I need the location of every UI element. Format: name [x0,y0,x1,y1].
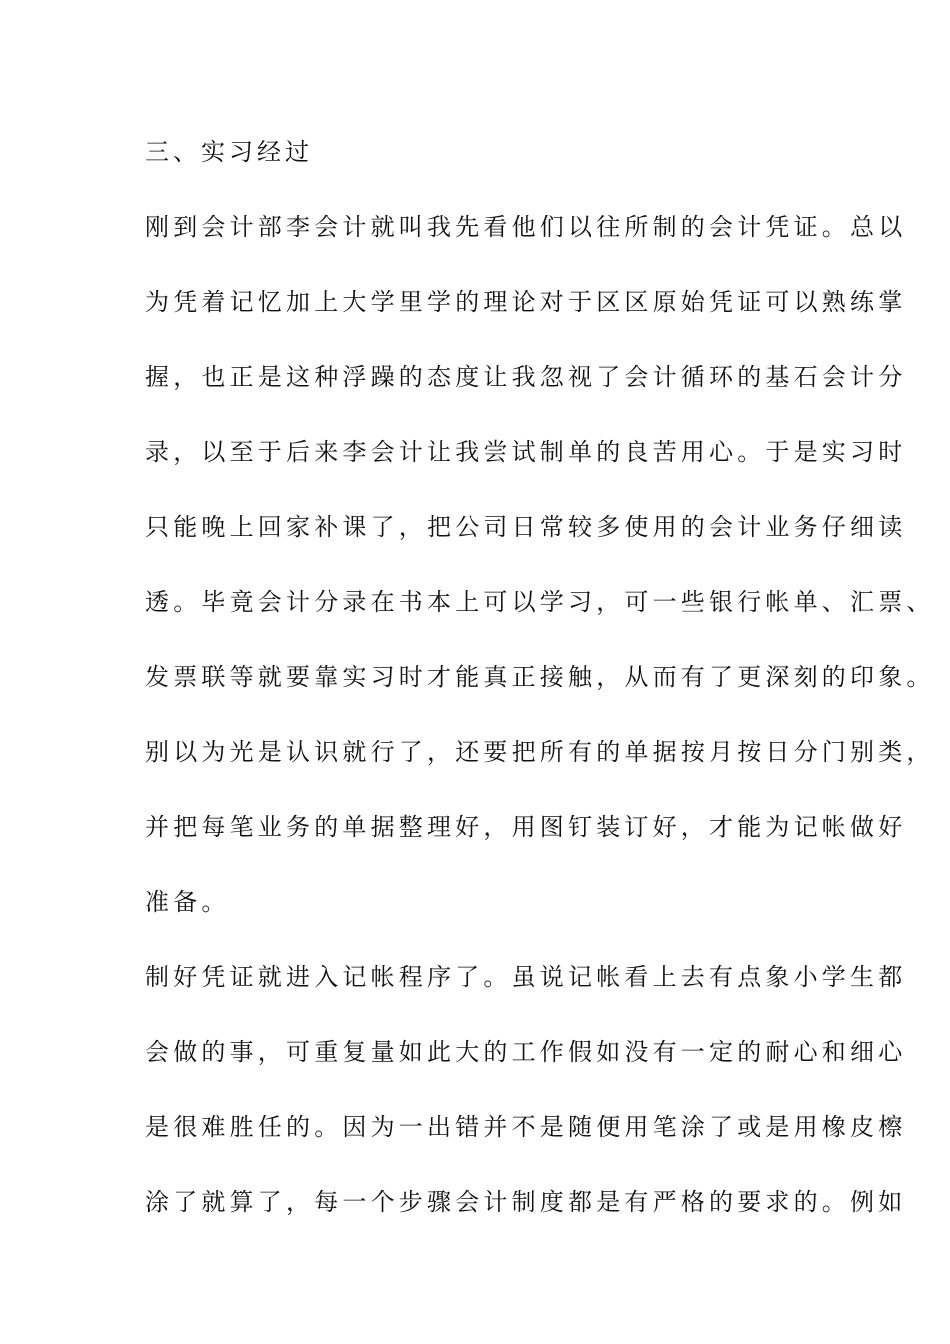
paragraph-line: 会做的事，可重复量如此大的工作假如没有一定的耐心和细心 [145,1038,907,1066]
paragraph-line: 为凭着记忆加上大学里学的理论对于区区原始凭证可以熟练掌 [145,288,907,316]
paragraph-line: 发票联等就要靠实习时才能真正接触，从而有了更深刻的印象。 [145,663,935,691]
paragraph-line: 只能晚上回家补课了，把公司日常较多使用的会计业务仔细读 [145,513,907,541]
paragraph-line: 并把每笔业务的单据整理好，用图钉装订好，才能为记帐做好 [145,813,907,841]
paragraph-line: 刚到会计部李会计就叫我先看他们以往所制的会计凭证。总以 [145,213,907,241]
section-heading: 三、实习经过 [145,138,313,166]
paragraph-line: 是很难胜任的。因为一出错并不是随便用笔涂了或是用橡皮檫 [145,1113,907,1141]
paragraph-line: 握，也正是这种浮躁的态度让我忽视了会计循环的基石会计分 [145,363,907,391]
paragraph-line: 别以为光是认识就行了，还要把所有的单据按月按日分门别类， [145,738,935,766]
paragraph-line: 录，以至于后来李会计让我尝试制单的良苦用心。于是实习时 [145,438,907,466]
paragraph-line: 准备。 [145,888,230,916]
paragraph-line: 制好凭证就进入记帐程序了。虽说记帐看上去有点象小学生都 [145,963,907,991]
paragraph-line: 透。毕竟会计分录在书本上可以学习，可一些银行帐单、汇票、 [145,588,935,616]
paragraph-line: 涂了就算了，每一个步骤会计制度都是有严格的要求的。例如 [145,1188,907,1216]
